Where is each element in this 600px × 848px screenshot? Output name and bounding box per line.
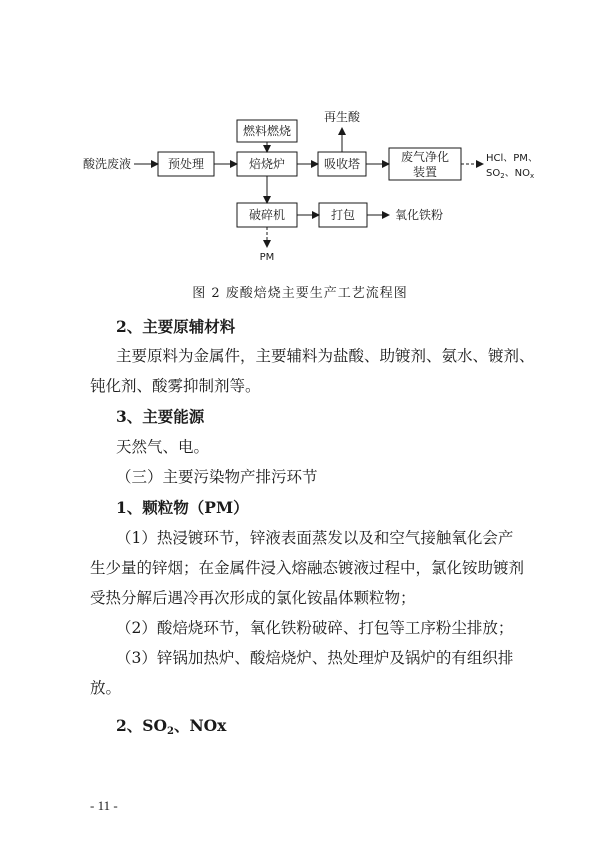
heading-particulate: 1、颗粒物（PM）	[116, 498, 249, 517]
emission-label-line1: HCl、PM、	[486, 153, 538, 164]
paragraph-pm3-line1: （3）锌锅加热炉、酸焙烧炉、热处理炉及锅炉的有组织排	[116, 649, 514, 667]
paragraph-pm3-line2: 放。	[90, 679, 122, 697]
input-label: 酸洗废液	[83, 157, 132, 171]
pretreatment-label: 预处理	[167, 157, 205, 171]
iron-oxide-label: 氧化铁粉	[395, 208, 444, 222]
emission-label-line2: $SO_2$、$NO_x$	[486, 168, 535, 180]
process-flow-diagram	[0, 0, 600, 280]
packing-label: 打包	[330, 208, 356, 222]
paragraph-pm1-line1: （1）热浸镀环节，锌液表面蒸发以及和空气接触氧化会产	[116, 529, 514, 547]
regenerated-acid-label: 再生酸	[323, 110, 361, 124]
heading-energy: 3、主要能源	[116, 407, 205, 426]
paragraph-pm2: （2）酸焙烧环节，氧化铁粉破碎、打包等工序粉尘排放；	[116, 619, 514, 637]
crusher-label: 破碎机	[248, 208, 286, 222]
heading-section-three: （三）主要污染物产排污环节	[116, 468, 318, 486]
fuel-combustion-label: 燃料燃烧	[242, 124, 292, 138]
paragraph-materials-line2: 钝化剂、酸雾抑制剂等。	[90, 377, 261, 395]
roaster-label: 焙烧炉	[248, 157, 286, 171]
pm-label: PM	[259, 252, 275, 263]
heading-materials: 2、主要原辅材料	[116, 317, 236, 336]
absorber-label: 吸收塔	[323, 157, 361, 171]
gas-cleaning-label-line2: 装置	[412, 165, 438, 179]
paragraph-energy: 天然气、电。	[116, 438, 210, 456]
gas-cleaning-label-line1: 废气净化	[400, 150, 450, 164]
page-number: - 11 -	[90, 798, 118, 813]
paragraph-pm1-line3: 受热分解后遇冷再次形成的氯化铵晶体颗粒物；	[90, 589, 416, 607]
paragraph-materials-line1: 主要原料为金属件，主要辅料为盐酸、助镀剂、氨水、镀剂、	[116, 347, 535, 365]
heading-so2-nox: 2、$SO_2$、NOx	[116, 716, 227, 737]
paragraph-pm1-line2: 生少量的锌烟；在金属件浸入熔融态镀液过程中，氯化铵助镀剂	[90, 559, 525, 577]
figure-caption: 图 2 废酸焙烧主要生产工艺流程图	[192, 286, 408, 301]
